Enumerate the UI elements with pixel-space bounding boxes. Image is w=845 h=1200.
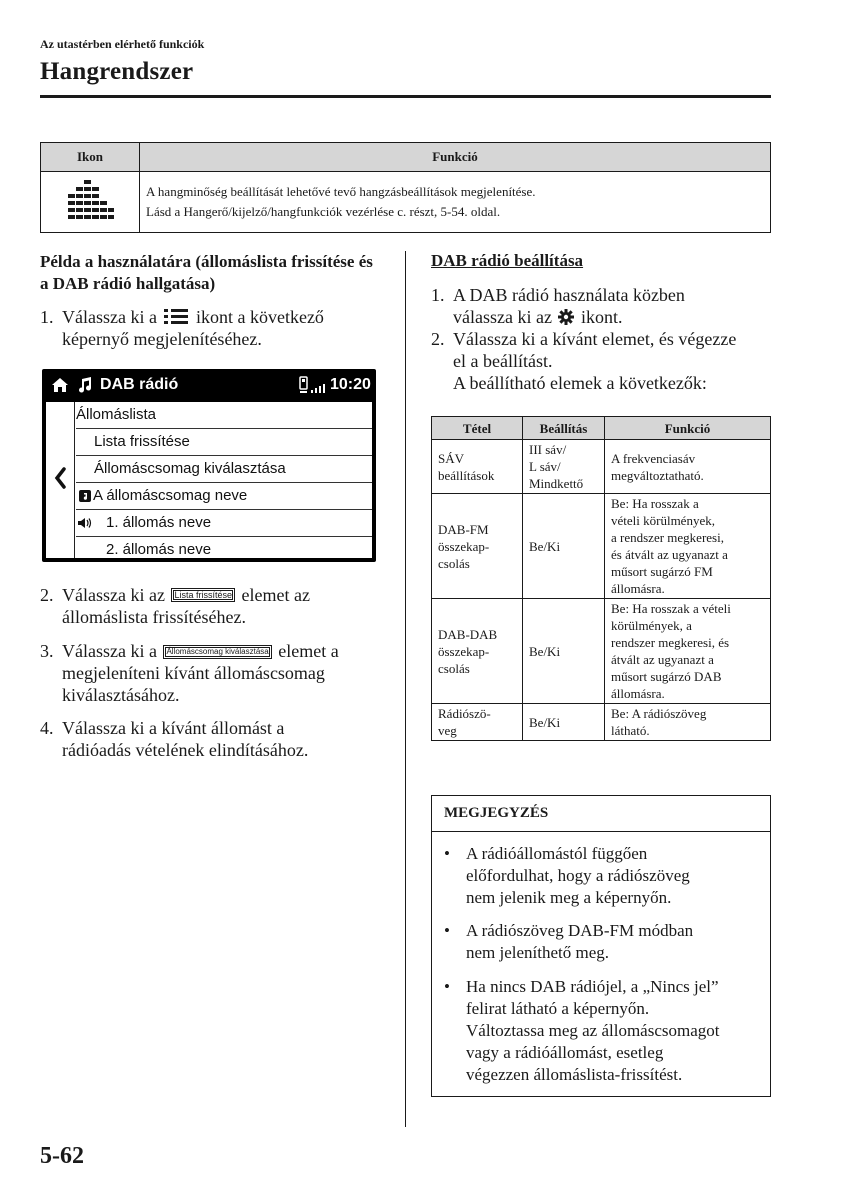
list-icon <box>164 308 188 324</box>
table-header: Tétel <box>432 417 523 440</box>
note-title: MEGJEGYZÉS <box>444 805 549 821</box>
select-package-button-label: Állomáscsomag kiválasztása <box>163 645 271 659</box>
clock: 10:20 <box>330 376 371 393</box>
step-number: 1. <box>431 285 445 305</box>
table-cell: A frekvenciasáv megváltoztatható. <box>605 440 771 494</box>
step-text: Válassza ki a kívánt elemet, és végezze <box>453 329 737 349</box>
column-divider <box>405 251 406 1127</box>
step-text: megjeleníteni kívánt állomáscsomag <box>62 663 325 683</box>
list-item[interactable]: 2. állomás neve <box>106 541 212 558</box>
icon-function-table <box>40 142 771 233</box>
step-text: Válassza ki a <box>62 641 157 661</box>
table-row <box>432 440 771 494</box>
table-header-icon: Ikon <box>41 143 140 172</box>
dab-step-1 <box>431 284 776 330</box>
back-button[interactable] <box>46 402 75 558</box>
step-3 <box>40 640 390 708</box>
step-1 <box>40 306 390 352</box>
step-text: el a beállítást. <box>453 351 553 371</box>
table-row <box>432 599 771 704</box>
dab-step-2 <box>431 328 776 396</box>
note-box <box>431 795 771 1097</box>
step-text: elemet az <box>241 585 310 605</box>
note-item: • A rádiószöveg DAB-FM módban nem jeleníthető meg. <box>444 921 694 962</box>
table-cell: Be: Ha rosszak a vételi körülmények, a rendszer megkeresi, és átvált az ugyanazt a műsort sugárzó DAB állomásra. <box>605 599 771 704</box>
home-icon[interactable] <box>51 377 69 393</box>
table-row <box>432 704 771 741</box>
table-cell: Be: A rádiószöveg látható. <box>605 704 771 741</box>
step-text: rádióadás vételének elindításához. <box>62 740 309 760</box>
section-label: Az utastérben elérhető funkciók <box>40 37 205 51</box>
page-number: 5-62 <box>40 1143 84 1169</box>
table-cell: Be/Ki <box>523 599 605 704</box>
list-item[interactable]: 1. állomás neve <box>76 510 372 537</box>
example-heading: Példa a használatára (állomáslista frissítése és a DAB rádió hallgatása) <box>40 252 373 293</box>
table-header: Beállítás <box>523 417 605 440</box>
step-number: 1. <box>40 307 54 327</box>
note-divider <box>432 831 770 832</box>
note-item: • Ha nincs DAB rádiójel, a „Nincs jel” felirat látható a képernyőn. Változtassa meg az állomáscsomagot vagy a rádióállomást, esetleg végezzen állomáslista-frissítést. <box>444 977 720 1084</box>
package-icon <box>79 490 91 502</box>
music-note-icon <box>78 377 92 393</box>
table-cell: SÁV beállítások <box>432 440 523 494</box>
step-text: A beállítható elemek a következők: <box>453 373 707 393</box>
step-text: Válassza ki az <box>62 585 165 605</box>
table-cell: DAB-DAB összekap- csolás <box>432 599 523 704</box>
table-cell: Be/Ki <box>523 494 605 599</box>
step-number: 3. <box>40 641 54 661</box>
table-cell: Be: Ha rosszak a vételi körülmények, a rendszer megkeresi, és átvált az ugyanazt a műsort sugárzó FM állomásra. <box>605 494 771 599</box>
table-header: Funkció <box>605 417 771 440</box>
table-cell: III sáv/ L sáv/ Mindkettő <box>523 440 605 494</box>
radio-screen <box>42 369 376 562</box>
step-text: ikont. <box>580 307 623 327</box>
step-text: A DAB rádió használata közben <box>453 285 685 305</box>
dab-settings-table <box>431 416 771 741</box>
function-line: A hangminőség beállítását lehetővé tevő hangzásbeállítások megjelenítése. <box>146 184 536 199</box>
function-line: Lásd a Hangerő/kijelző/hangfunkciók vezérlése c. részt, 5-54. oldal. <box>146 204 501 219</box>
list-item[interactable]: A állomáscsomag neve <box>76 483 372 510</box>
step-text: képernyő megjelenítéséhez. <box>62 329 262 349</box>
table-cell: Rádiószö- veg <box>432 704 523 741</box>
screen-list <box>46 402 372 558</box>
function-cell <box>140 172 771 233</box>
back-chevron-icon <box>53 466 67 490</box>
step-text: ikont a következő <box>195 307 324 327</box>
table-cell: Be/Ki <box>523 704 605 741</box>
gear-icon <box>558 309 574 325</box>
screen-title-bar <box>42 369 376 401</box>
screen-title: DAB rádió <box>100 376 179 393</box>
page-title: Hangrendszer <box>40 58 194 85</box>
table-header-function: Funkció <box>140 143 771 172</box>
signal-icon <box>298 376 328 394</box>
step-number: 2. <box>431 329 445 349</box>
step-text: Válassza ki a <box>62 307 157 327</box>
note-item: • A rádióállomástól függően előfordulhat, hogy a rádiószöveg nem jelenik meg a képernyőn. <box>444 844 690 907</box>
step-2 <box>40 584 390 630</box>
step-text: kiválasztásához. <box>62 685 180 705</box>
refresh-list-button-label: Lista frissítése <box>171 588 235 602</box>
table-cell: DAB-FM összekap- csolás <box>432 494 523 599</box>
title-divider <box>40 95 771 98</box>
icon-cell <box>41 172 140 233</box>
step-number: 2. <box>40 585 54 605</box>
step-text: válassza ki az <box>453 307 552 327</box>
list-item[interactable]: Állomáslista <box>76 402 372 429</box>
table-row <box>41 172 771 233</box>
step-number: 4. <box>40 718 54 738</box>
step-text: állomáslista frissítéséhez. <box>62 607 246 627</box>
step-text: elemet a <box>278 641 339 661</box>
step-text: Válassza ki a kívánt állomást a <box>62 718 285 738</box>
list-item[interactable]: Lista frissítése <box>76 429 372 456</box>
dab-settings-heading: DAB rádió beállítása <box>431 251 584 270</box>
list-item[interactable]: Állomáscsomag kiválasztása <box>76 456 372 483</box>
table-row <box>432 494 771 599</box>
speaker-icon <box>78 517 92 529</box>
equalizer-icon <box>64 176 116 224</box>
step-4 <box>40 717 390 763</box>
